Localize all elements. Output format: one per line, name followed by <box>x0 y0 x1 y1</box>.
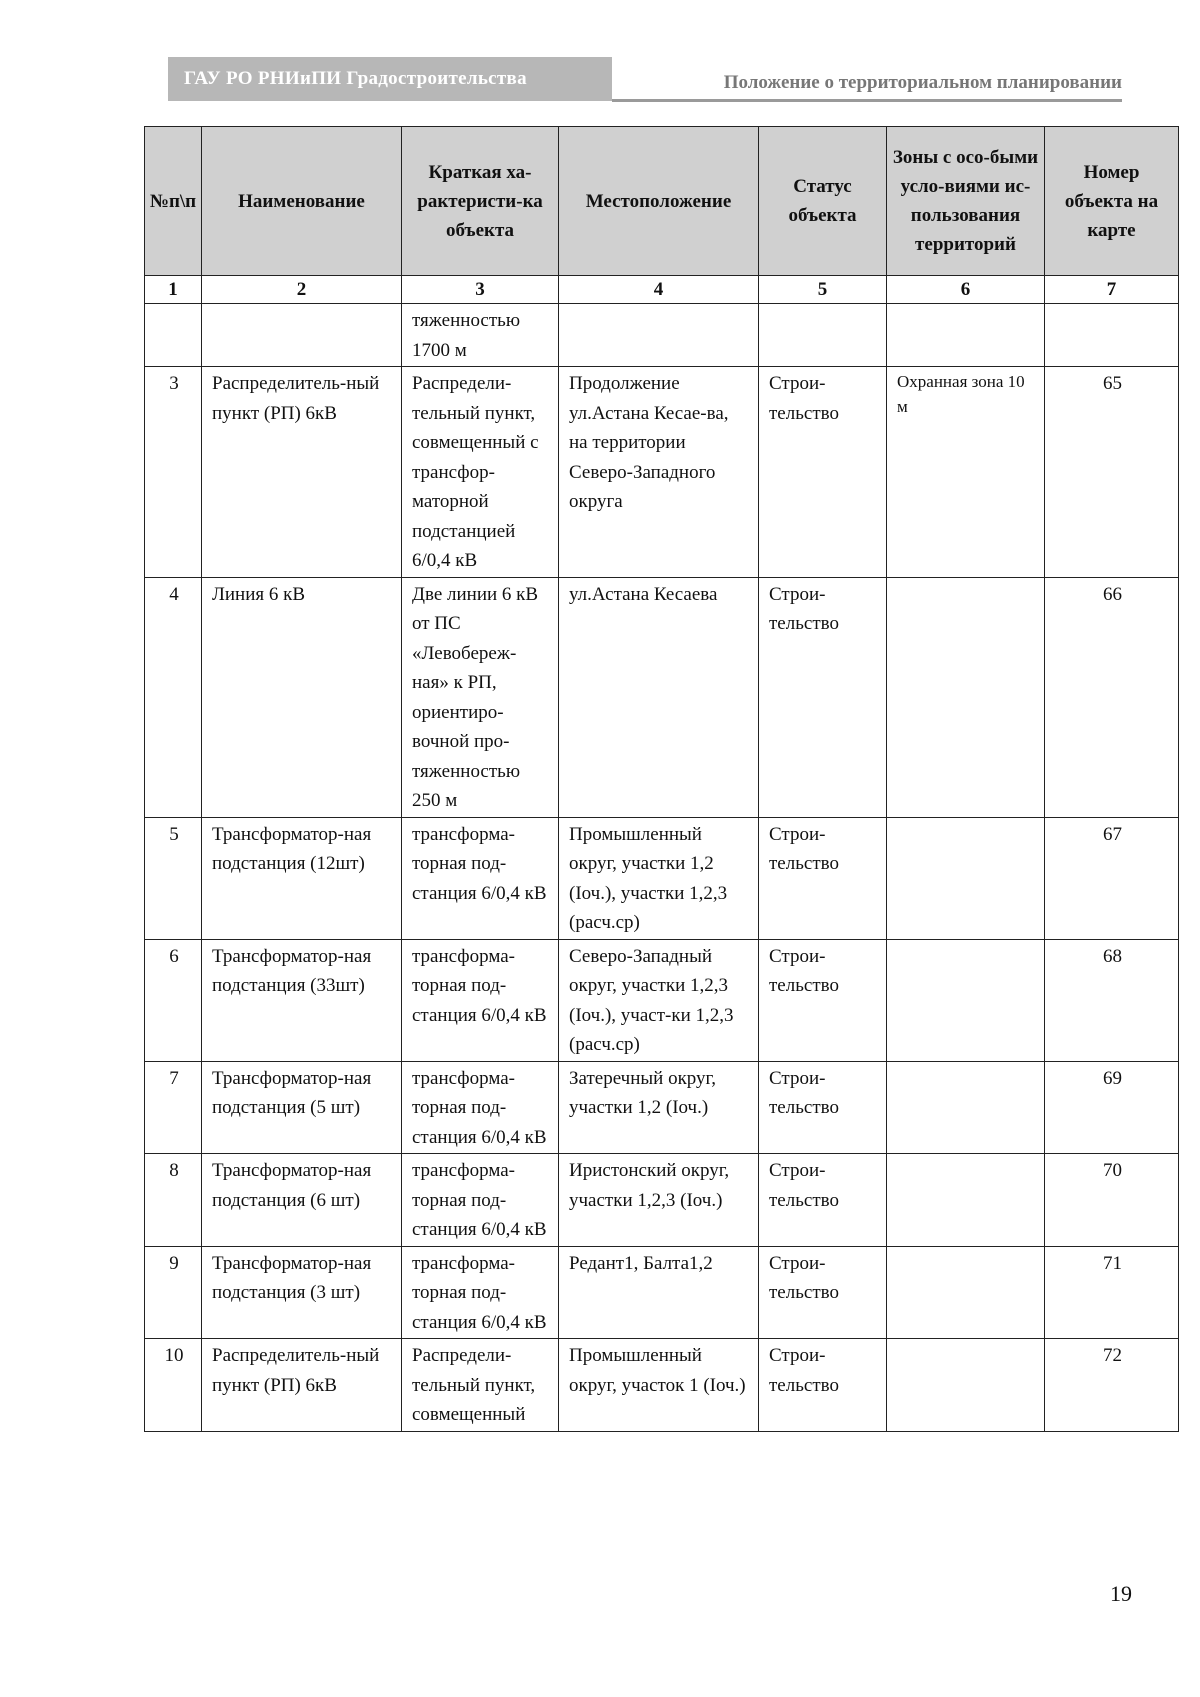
description-cell: Распредели-тельный пункт, совмещенный с трансфор-маторной подстанцией 6/0,4 кВ <box>402 367 559 578</box>
zone-cell <box>887 1061 1045 1154</box>
row-number-cell: 10 <box>145 1339 202 1432</box>
zone-cell <box>887 577 1045 817</box>
zone-cell <box>887 1246 1045 1339</box>
location-cell: ул.Астана Кесаева <box>559 577 759 817</box>
row-number-cell <box>145 304 202 367</box>
description-cell: трансформа-торная под-станция 6/0,4 кВ <box>402 1154 559 1247</box>
table-row <box>145 939 1179 1061</box>
objects-table <box>144 126 1179 1432</box>
status-cell: Строи-тельство <box>759 1154 887 1247</box>
map-number-cell: 68 <box>1045 939 1179 1061</box>
zone-cell <box>887 1154 1045 1247</box>
map-number-cell: 69 <box>1045 1061 1179 1154</box>
row-number-cell: 5 <box>145 817 202 939</box>
description-cell: трансформа-торная под-станция 6/0,4 кВ <box>402 817 559 939</box>
row-number-cell: 4 <box>145 577 202 817</box>
table-row <box>145 1339 1179 1432</box>
name-cell: Распределитель-ный пункт (РП) 6кВ <box>202 1339 402 1432</box>
row-number-cell: 9 <box>145 1246 202 1339</box>
location-cell: Промышленный округ, участок 1 (Iоч.) <box>559 1339 759 1432</box>
status-cell: Строи-тельство <box>759 1061 887 1154</box>
location-cell: Затеречный округ, участки 1,2 (Iоч.) <box>559 1061 759 1154</box>
table-row <box>145 304 1179 367</box>
map-number-cell: 67 <box>1045 817 1179 939</box>
table-row <box>145 1154 1179 1247</box>
name-cell: Трансформатор-ная подстанция (33шт) <box>202 939 402 1061</box>
map-number-cell: 66 <box>1045 577 1179 817</box>
header-organization: ГАУ РО РНИиПИ Градостроительства <box>168 57 612 101</box>
name-cell: Трансформатор-ная подстанция (3 шт) <box>202 1246 402 1339</box>
column-header-location: Местоположение <box>559 127 759 276</box>
description-cell: Две линии 6 кВ от ПС «Левобереж-ная» к РП, ориентиро-вочной про-тяженностью 250 м <box>402 577 559 817</box>
table-row <box>145 577 1179 817</box>
location-cell <box>559 304 759 367</box>
description-cell: трансформа-торная под-станция 6/0,4 кВ <box>402 1061 559 1154</box>
column-header-map-number: Номер объекта на карте <box>1045 127 1179 276</box>
map-number-cell: 71 <box>1045 1246 1179 1339</box>
zone-cell <box>887 1339 1045 1432</box>
header-document-title: Положение о территориальном планировании <box>612 70 1122 102</box>
location-cell: Редант1, Балта1,2 <box>559 1246 759 1339</box>
column-header-name: Наименование <box>202 127 402 276</box>
description-cell: трансформа-торная под-станция 6/0,4 кВ <box>402 1246 559 1339</box>
column-number: 4 <box>559 276 759 304</box>
map-number-cell <box>1045 304 1179 367</box>
zone-cell <box>887 817 1045 939</box>
status-cell: Строи-тельство <box>759 367 887 578</box>
location-cell: Продолжение ул.Астана Кесае-ва, на территории Северо-Западного округа <box>559 367 759 578</box>
map-number-cell: 70 <box>1045 1154 1179 1247</box>
description-cell: Распредели-тельный пункт, совмещенный <box>402 1339 559 1432</box>
column-number: 2 <box>202 276 402 304</box>
name-cell: Линия 6 кВ <box>202 577 402 817</box>
zone-cell <box>887 939 1045 1061</box>
status-cell: Строи-тельство <box>759 1246 887 1339</box>
name-cell <box>202 304 402 367</box>
column-header-description: Краткая ха-рактеристи-ка объекта <box>402 127 559 276</box>
description-cell: тяженностью 1700 м <box>402 304 559 367</box>
column-numbers-row <box>145 276 1179 304</box>
name-cell: Распределитель-ный пункт (РП) 6кВ <box>202 367 402 578</box>
location-cell: Промышленный округ, участки 1,2 (Iоч.), участки 1,2,3 (расч.ср) <box>559 817 759 939</box>
map-number-cell: 72 <box>1045 1339 1179 1432</box>
zone-cell <box>887 304 1045 367</box>
column-number: 6 <box>887 276 1045 304</box>
location-cell: Северо-Западный округ, участки 1,2,3 (Iоч.), участ-ки 1,2,3 (расч.ср) <box>559 939 759 1061</box>
table-row <box>145 817 1179 939</box>
column-number: 7 <box>1045 276 1179 304</box>
column-number: 1 <box>145 276 202 304</box>
table-row <box>145 1246 1179 1339</box>
status-cell <box>759 304 887 367</box>
row-number-cell: 3 <box>145 367 202 578</box>
page-number: 19 <box>1110 1581 1132 1606</box>
row-number-cell: 8 <box>145 1154 202 1247</box>
name-cell: Трансформатор-ная подстанция (12шт) <box>202 817 402 939</box>
description-cell: трансформа-торная под-станция 6/0,4 кВ <box>402 939 559 1061</box>
location-cell: Иристонский округ, участки 1,2,3 (Iоч.) <box>559 1154 759 1247</box>
table-row <box>145 1061 1179 1154</box>
column-number: 5 <box>759 276 887 304</box>
column-number: 3 <box>402 276 559 304</box>
table-header-row <box>145 127 1179 276</box>
column-header-status: Статус объекта <box>759 127 887 276</box>
name-cell: Трансформатор-ная подстанция (5 шт) <box>202 1061 402 1154</box>
column-header-number: №п\п <box>145 127 202 276</box>
name-cell: Трансформатор-ная подстанция (6 шт) <box>202 1154 402 1247</box>
table-row <box>145 367 1179 578</box>
zone-cell: Охранная зона 10 м <box>887 367 1045 578</box>
row-number-cell: 7 <box>145 1061 202 1154</box>
status-cell: Строи-тельство <box>759 939 887 1061</box>
map-number-cell: 65 <box>1045 367 1179 578</box>
status-cell: Строи-тельство <box>759 577 887 817</box>
row-number-cell: 6 <box>145 939 202 1061</box>
status-cell: Строи-тельство <box>759 1339 887 1432</box>
column-header-zones: Зоны с осо-быми усло-виями ис-пользования территорий <box>887 127 1045 276</box>
status-cell: Строи-тельство <box>759 817 887 939</box>
